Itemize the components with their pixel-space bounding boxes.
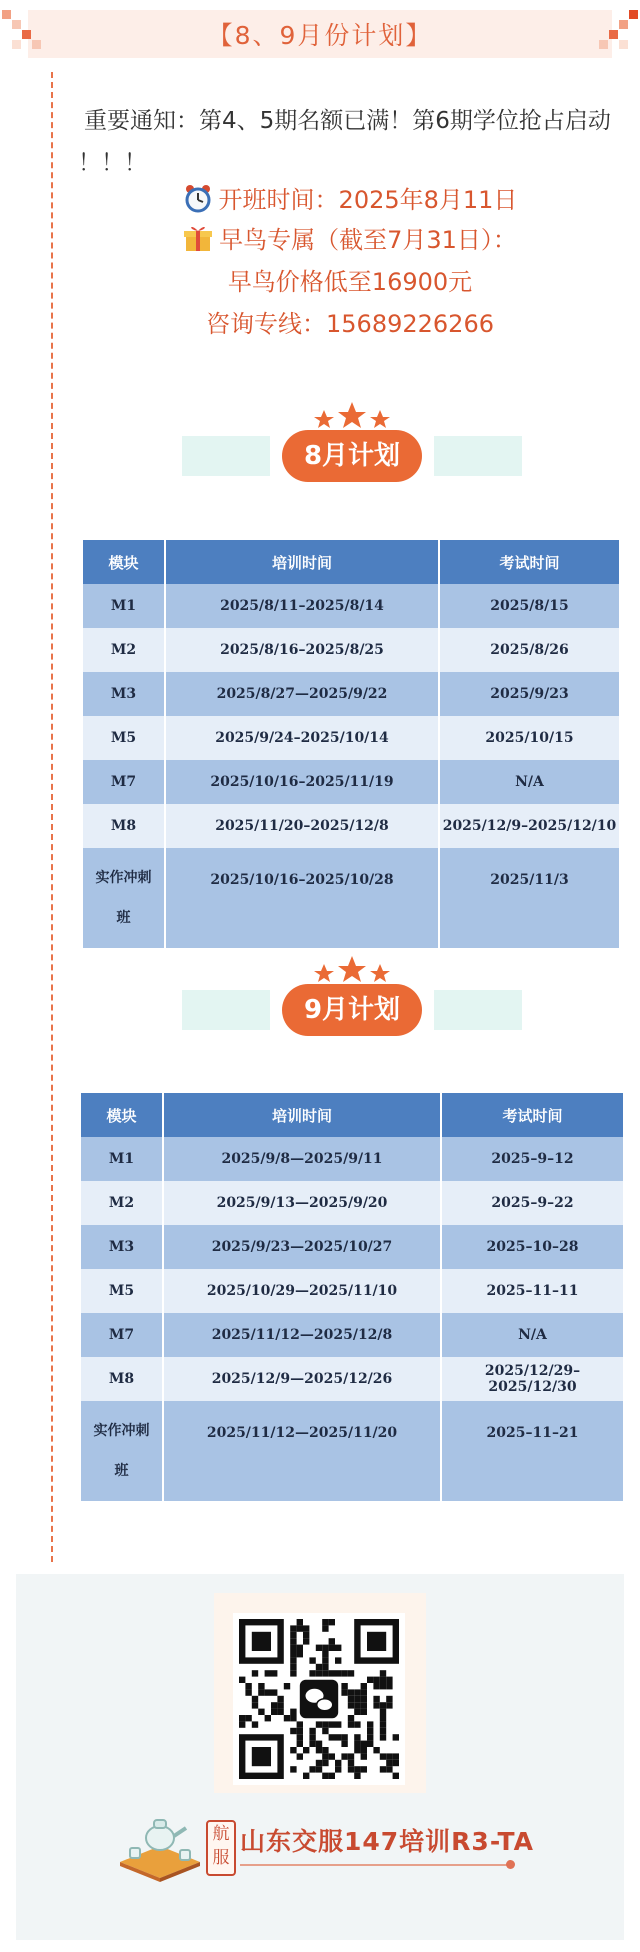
- module-cell: M2: [81, 1181, 163, 1225]
- notice-important: 重要通知：第4、5期名额已满！第6期学位抢占启动 ！！！: [78, 108, 611, 176]
- table-row: [81, 1313, 623, 1357]
- gift-icon: [183, 223, 213, 253]
- heading-bar-left: [182, 990, 270, 1030]
- brand-underline: [240, 1864, 510, 1866]
- top-banner: [0, 0, 640, 74]
- heading-bar-right: [434, 436, 522, 476]
- heading-bar-right: [434, 990, 522, 1030]
- training-time-cell: 2025/10/16–2025/11/19: [165, 760, 439, 804]
- qr-code[interactable]: [233, 1613, 405, 1785]
- start-time-line: [60, 180, 640, 220]
- table-row: [83, 848, 619, 948]
- exam-time-cell: 2025/12/9–2025/12/10: [439, 804, 619, 848]
- heading-bar-left: [182, 436, 270, 476]
- training-time-cell: 2025/9/8—2025/9/11: [163, 1137, 441, 1181]
- module-cell: M2: [83, 628, 165, 672]
- module-cell: 实作冲刺班: [81, 1401, 163, 1501]
- brand-name: 山东交服147培训R3-TA: [240, 1827, 534, 1856]
- module-cell: M8: [83, 804, 165, 848]
- module-cell: M1: [83, 584, 165, 628]
- qr-code-icon: [233, 1613, 405, 1785]
- september-plan-table: [81, 1093, 623, 1501]
- exam-time-cell: 2025–10–28: [441, 1225, 623, 1269]
- table-row: [83, 628, 619, 672]
- column-header: 培训时间: [165, 540, 439, 584]
- module-cell: M8: [81, 1357, 163, 1401]
- training-time-cell: 2025/11/20–2025/12/8: [165, 804, 439, 848]
- exam-time-cell: 2025/8/26: [439, 628, 619, 672]
- august-plan-table: [83, 540, 619, 948]
- training-time-cell: 2025/9/13—2025/9/20: [163, 1181, 441, 1225]
- table-row: [81, 1137, 623, 1181]
- exam-time-cell: 2025–9–22: [441, 1181, 623, 1225]
- table-row: [83, 672, 619, 716]
- module-cell: M7: [81, 1313, 163, 1357]
- brand-stamp: 航服: [206, 1820, 236, 1876]
- teapot-icon: [116, 1812, 202, 1882]
- table-row: [81, 1357, 623, 1401]
- exam-time-cell: 2025–11–11: [441, 1269, 623, 1313]
- module-cell: 实作冲刺班: [83, 848, 165, 948]
- module-cell: M5: [83, 716, 165, 760]
- table-row: [83, 584, 619, 628]
- exam-time-cell: 2025–9–12: [441, 1137, 623, 1181]
- training-time-cell: 2025/12/9—2025/12/26: [163, 1357, 441, 1401]
- brand-dot: [506, 1860, 515, 1869]
- module-cell: M1: [81, 1137, 163, 1181]
- training-time-cell: 2025/8/11–2025/8/14: [165, 584, 439, 628]
- stars-icon: [312, 954, 392, 986]
- table-row: [81, 1401, 623, 1501]
- exam-time-cell: N/A: [441, 1313, 623, 1357]
- exam-time-cell: N/A: [439, 760, 619, 804]
- training-time-cell: 2025/9/23—2025/10/27: [163, 1225, 441, 1269]
- column-header: 模块: [83, 540, 165, 584]
- exam-time-cell: 2025/11/3: [439, 848, 619, 948]
- module-cell: M5: [81, 1269, 163, 1313]
- september-heading: [182, 960, 522, 1060]
- exam-time-cell: 2025–11–21: [441, 1401, 623, 1501]
- module-cell: M3: [83, 672, 165, 716]
- table-row: [83, 804, 619, 848]
- table-row: [81, 1181, 623, 1225]
- training-time-cell: 2025/9/24–2025/10/14: [165, 716, 439, 760]
- early-bird-text: 早鸟专属（截至7月31日）：: [219, 226, 517, 254]
- training-time-cell: 2025/8/27—2025/9/22: [165, 672, 439, 716]
- table-row: [81, 1269, 623, 1313]
- alarm-clock-icon: [183, 183, 213, 213]
- table-header-row: [81, 1093, 623, 1137]
- early-bird-line: [60, 220, 640, 260]
- price-line: 早鸟价格低至16900元: [227, 268, 473, 296]
- training-time-cell: 2025/8/16–2025/8/25: [165, 628, 439, 672]
- training-time-cell: 2025/11/12—2025/12/8: [163, 1313, 441, 1357]
- table-row: [83, 760, 619, 804]
- august-heading: [182, 406, 522, 506]
- dashed-guide-line: [51, 72, 53, 1562]
- august-heading-label: 8月计划: [282, 430, 422, 482]
- exam-time-cell: 2025/10/15: [439, 716, 619, 760]
- training-time-cell: 2025/10/16–2025/10/28: [165, 848, 439, 948]
- column-header: 考试时间: [439, 540, 619, 584]
- september-heading-label: 9月计划: [282, 984, 422, 1036]
- exam-time-cell: 2025/8/15: [439, 584, 619, 628]
- training-time-cell: 2025/11/12—2025/11/20: [163, 1401, 441, 1501]
- hotline-line[interactable]: 咨询专线：15689226266: [206, 310, 494, 338]
- notice-text: [78, 100, 626, 184]
- module-cell: M3: [81, 1225, 163, 1269]
- banner-title: 【8、9月份计划】: [207, 21, 433, 50]
- column-header: 考试时间: [441, 1093, 623, 1137]
- brand-block: [116, 1808, 536, 1888]
- start-time-text: 开班时间：2025年8月11日: [218, 186, 518, 214]
- table-header-row: [83, 540, 619, 584]
- training-time-cell: 2025/10/29—2025/11/10: [163, 1269, 441, 1313]
- stars-icon: [312, 400, 392, 432]
- table-row: [81, 1225, 623, 1269]
- module-cell: M7: [83, 760, 165, 804]
- column-header: 培训时间: [163, 1093, 441, 1137]
- column-header: 模块: [81, 1093, 163, 1137]
- exam-time-cell: 2025/9/23: [439, 672, 619, 716]
- table-row: [83, 716, 619, 760]
- exam-time-cell: 2025/12/29–2025/12/30: [441, 1357, 623, 1401]
